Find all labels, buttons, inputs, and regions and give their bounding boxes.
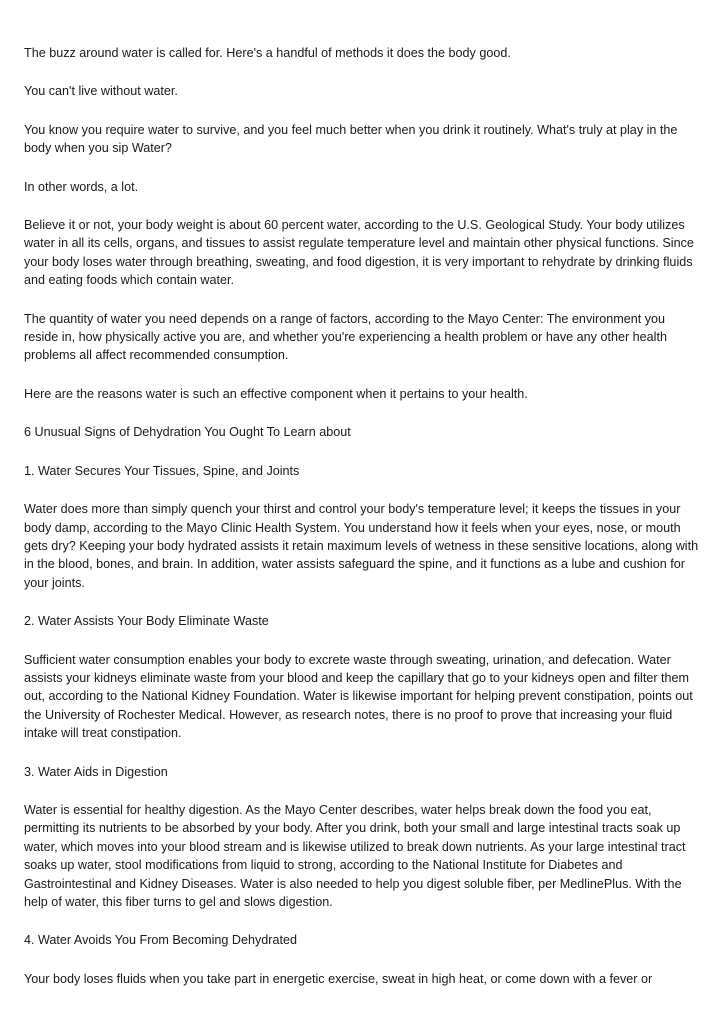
section-heading: 4. Water Avoids You From Becoming Dehydrated bbox=[24, 933, 298, 948]
document-body bbox=[24, 44, 700, 1008]
body-paragraph: You know you require water to survive, and you feel much better when you drink it routinely. What's truly at play in the body when you sip Water? bbox=[24, 122, 678, 156]
body-paragraph: Believe it or not, your body weight is about 60 percent water, according to the U.S. Geological Study. Your body utilizes water in all its cells, organs, and tissues to assist regulate temperature level and maintain other physical functions. Since your body loses water through breathing, sweating, and food digestion, it is very important to rehydrate by drinking fluids and eating foods which contain water. bbox=[24, 218, 694, 288]
body-paragraph: Your body loses fluids when you take part in energetic exercise, sweat in high heat, or come down with a fever or bbox=[24, 971, 653, 986]
body-paragraph: In other words, a lot. bbox=[24, 179, 139, 194]
statement-paragraph: You can't live without water. bbox=[24, 84, 178, 99]
body-paragraph: The quantity of water you need depends on a range of factors, according to the Mayo Center: The environment you reside in, how physically active you are, and whether you're experiencing a health problem or have any other health problems all affect recommended consumption. bbox=[24, 311, 667, 363]
body-paragraph: Water does more than simply quench your thirst and control your body's temperature level; it keeps the tissues in your body damp, according to the Mayo Clinic Health System. You understand how it feels when your eyes, nose, or mouth gets dry? Keeping your body hydrated assists it retain maximum levels of wetness in these sensitive locations, along with in the blood, bones, and brain. In addition, water assists safeguard the spine, and it functions as a lube and cushion for your joints. bbox=[24, 502, 699, 590]
body-paragraph: Here are the reasons water is such an effective component when it pertains to your health. bbox=[24, 386, 528, 401]
section-heading: 3. Water Aids in Digestion bbox=[24, 764, 168, 779]
section-heading: 1. Water Secures Your Tissues, Spine, and Joints bbox=[24, 463, 300, 478]
section-heading: 2. Water Assists Your Body Eliminate Waste bbox=[24, 614, 269, 629]
body-paragraph: Sufficient water consumption enables your body to excrete waste through sweating, urination, and defecation. Water assists your kidneys eliminate waste from your blood and keep the capillary that go to your kidneys open and filter them out, according to the National Kidney Foundation. Water is likewise important for helping prevent constipation, points out the University of Rochester Medical. However, as research notes, there is no proof to prove that increasing your fluid intake will treat constipation. bbox=[24, 652, 693, 741]
body-paragraph: Water is essential for healthy digestion. As the Mayo Center describes, water helps break down the food you eat, permitting its nutrients to be absorbed by your body. After you drink, both your small and large intestinal tracts soak up water, which moves into your blood stream and is likewise utilized to break down nutrients. As your large intestinal tract soaks up water, stool modifications from liquid to strong, according to the National Institute for Diabetes and Gastrointestinal and Kidney Diseases. Water is also needed to help you digest soluble fiber, per MedlinePlus. With the help of water, this fiber turns to gel and slows digestion. bbox=[24, 802, 686, 909]
section-heading: 6 Unusual Signs of Dehydration You Ought To Learn about bbox=[24, 425, 351, 440]
intro-paragraph: The buzz around water is called for. Here's a handful of methods it does the body good. bbox=[24, 46, 511, 60]
